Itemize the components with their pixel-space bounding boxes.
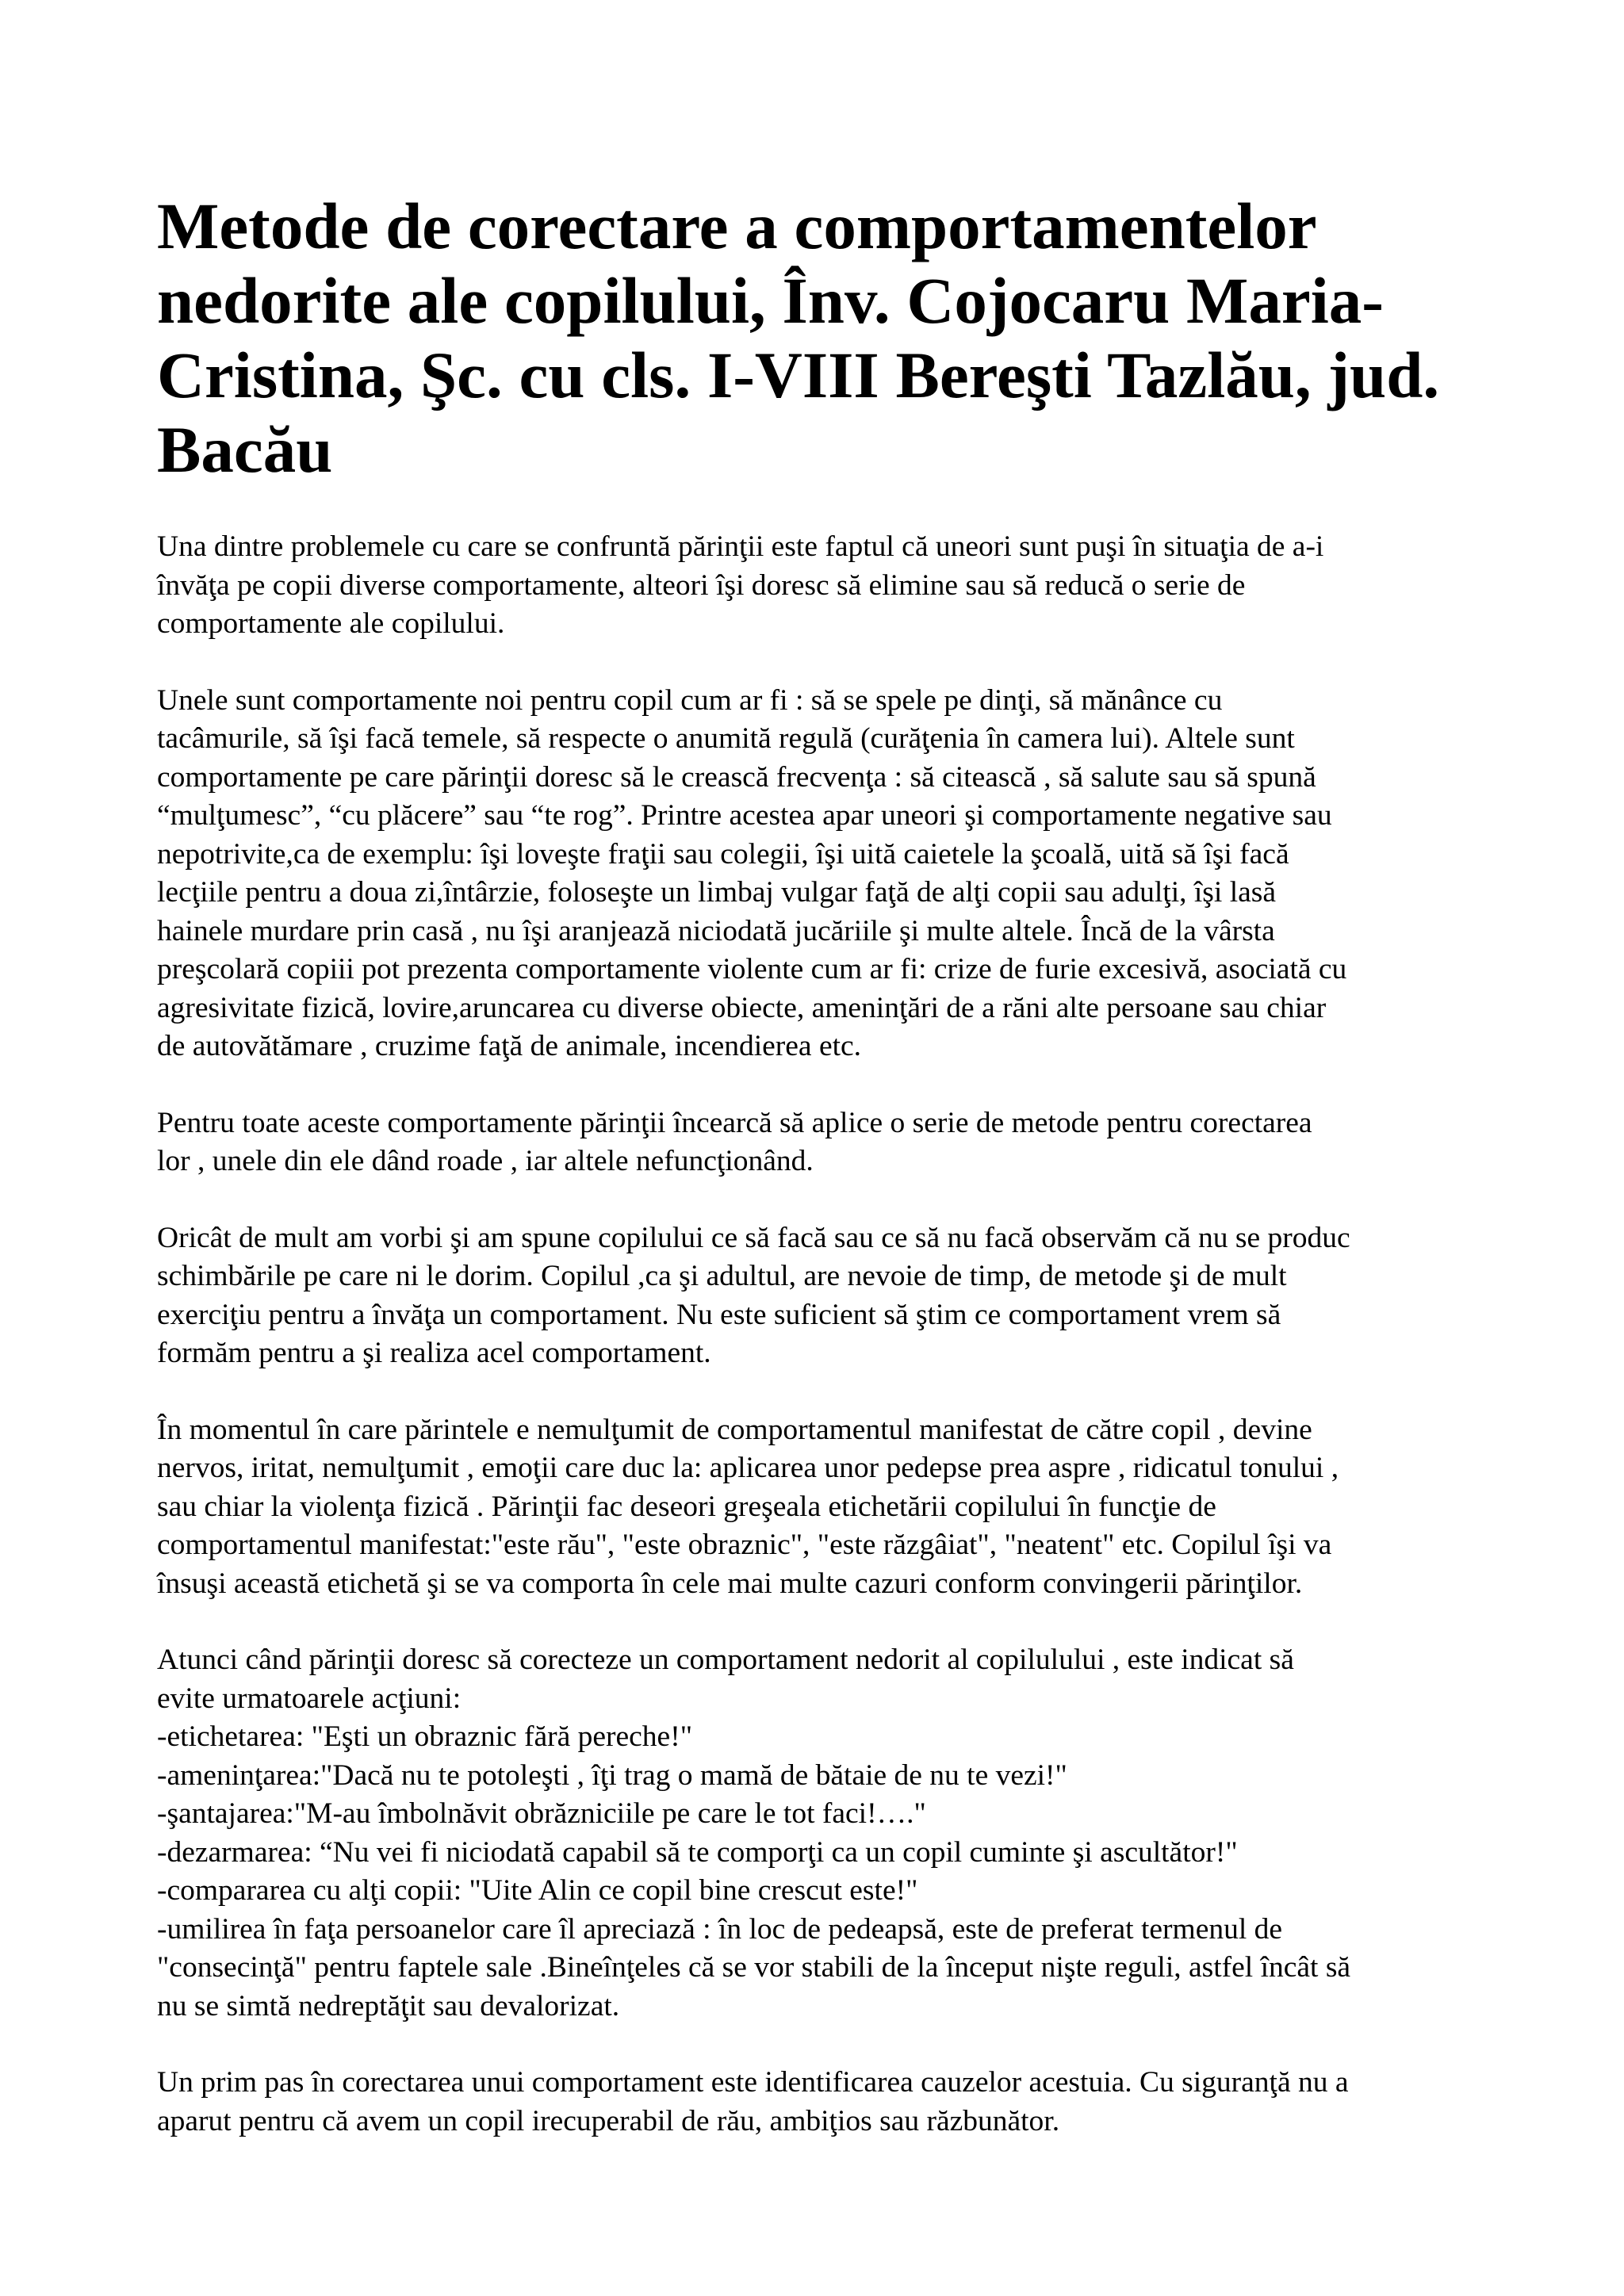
text-line: tacâmurile, să îşi facă temele, să respecte o anumită regulă (curăţenia în camera lui). Altele sunt bbox=[157, 722, 1295, 755]
document-body bbox=[157, 528, 1489, 2179]
text-line: hainele murdare prin casă , nu îşi aranjează niciodată jucăriile şi multe altele. Încă de la vârsta bbox=[157, 914, 1275, 947]
title-line: Metode de corectare a comportamentelor bbox=[157, 189, 1317, 262]
text-line: aparut pentru că avem un copil irecuperabil de rău, ambiţios sau răzbunător. bbox=[157, 2104, 1060, 2137]
title-line: nedorite ale copilului, Înv. Cojocaru Maria- bbox=[157, 264, 1384, 337]
paragraph bbox=[157, 2064, 1489, 2141]
text-line: În momentul în care părintele e nemulţumit de comportamentul manifestat de către copil , devine bbox=[157, 1413, 1312, 1446]
text-line: comportamente pe care părinţii doresc să le crească frecvenţa : să citească , să salute sau să spună bbox=[157, 760, 1316, 794]
text-line: Pentru toate aceste comportamente părinţii încearcă să aplice o serie de metode pentru corectarea bbox=[157, 1106, 1312, 1139]
text-line: nu se simtă nedreptăţit sau devalorizat. bbox=[157, 1989, 620, 2022]
text-line: -umilirea în faţa persoanelor care îl apreciază : în loc de pedeapsă, este de preferat termenul de bbox=[157, 1912, 1283, 1946]
text-line: formăm pentru a şi realiza acel comportament. bbox=[157, 1337, 711, 1369]
text-line: Atunci când părinţii doresc să corecteze un comportament nedorit al copilulului , este indicat să bbox=[157, 1644, 1294, 1676]
text-line: lecţiile pentru a doua zi,întârzie, foloseşte un limbaj vulgar faţă de alţi copii sau adulţi, îşi lasă bbox=[157, 876, 1276, 909]
text-line: comportamentul manifestat:"este rău", "este obraznic", "este răzgâiat", "neatent" etc. Copilul îşi va bbox=[157, 1529, 1332, 1561]
text-line: -compararea cu alţi copii: "Uite Alin ce copil bine crescut este!" bbox=[157, 1874, 918, 1907]
text-line: "consecinţă" pentru faptele sale .Bineînţeles că se vor stabili de la început nişte reguli, astfel încât să bbox=[157, 1951, 1351, 1984]
text-line: exerciţiu pentru a învăţa un comportament. Nu este suficient să ştim ce comportament vrem să bbox=[157, 1298, 1281, 1331]
text-line: “mulţumesc”, “cu plăcere” sau “te rog”. Printre acestea apar uneori şi comportamente negative sau bbox=[157, 799, 1332, 832]
text-line: Oricât de mult am vorbi şi am spune copilului ce să facă sau ce să nu facă observăm că nu se produc bbox=[157, 1221, 1350, 1254]
text-line: însuşi această etichetă şi se va comporta în cele mai multe cazuri conform convingerii părinţilor. bbox=[157, 1567, 1303, 1600]
text-line: -etichetarea: "Eşti un obraznic fără pereche!" bbox=[157, 1720, 692, 1753]
text-line: -şantajarea:"M-au îmbolnăvit obrăzniciile pe care le tot faci!…." bbox=[157, 1797, 926, 1830]
paragraph bbox=[157, 1104, 1489, 1181]
text-line: Unele sunt comportamente noi pentru copil cum ar fi : să se spele pe dinţi, să mănânce cu bbox=[157, 683, 1223, 717]
text-line: Una dintre problemele cu care se confruntă părinţii este faptul că uneori sunt puşi în situaţia de a-i bbox=[157, 530, 1324, 563]
paragraph bbox=[157, 1641, 1489, 2026]
text-line: schimbările pe care ni le dorim. Copilul ,ca şi adultul, are nevoie de timp, de metode şi de mult bbox=[157, 1260, 1287, 1292]
text-line: învăţa pe copii diverse comportamente, alteori îşi doresc să elimine sau să reducă o serie de bbox=[157, 568, 1246, 602]
text-line: comportamente ale copilului. bbox=[157, 607, 505, 640]
paragraph bbox=[157, 682, 1489, 1066]
text-line: agresivitate fizică, lovire,aruncarea cu diverse obiecte, ameninţări de a răni alte persoane sau chiar bbox=[157, 991, 1327, 1024]
paragraph bbox=[157, 1411, 1489, 1604]
text-line: Un prim pas în corectarea unui comportament este identificarea cauzelor acestuia. Cu siguranţă nu a bbox=[157, 2066, 1349, 2099]
title-line: Bacău bbox=[157, 413, 333, 486]
text-line: preşcolară copiii pot prezenta comportamente violente cum ar fi: crize de furie excesivă, asociată cu bbox=[157, 953, 1347, 985]
title-line: Cristina, Şc. cu cls. I-VIII Bereşti Tazlău, jud. bbox=[157, 339, 1440, 411]
paragraph bbox=[157, 1219, 1489, 1373]
text-line: nervos, iritat, nemulţumit , emoţii care duc la: aplicarea unor pedepse prea aspre , ridicatul tonului , bbox=[157, 1452, 1339, 1484]
text-line: -dezarmarea: “Nu vei fi niciodată capabil să te comporţi ca un copil cuminte şi ascultător!" bbox=[157, 1835, 1238, 1869]
text-line: lor , unele din ele dând roade , iar altele nefuncţionând. bbox=[157, 1145, 814, 1177]
text-line: nepotrivite,ca de exemplu: îşi loveşte fraţii sau colegii, îşi uită caietele la şcoală, uită să îşi facă bbox=[157, 837, 1289, 871]
text-line: de autovătămare , cruzime faţă de animale, incendierea etc. bbox=[157, 1030, 862, 1062]
text-line: -ameninţarea:"Dacă nu te potoleşti , îţi trag o mamă de bătaie de nu te vezi!" bbox=[157, 1758, 1067, 1792]
paragraph bbox=[157, 528, 1489, 644]
document-title bbox=[157, 189, 1473, 487]
text-line: evite urmatoarele acţiuni: bbox=[157, 1682, 462, 1715]
text-line: sau chiar la violenţa fizică . Părinţii fac deseori greşeala etichetării copilului în funcţie de bbox=[157, 1490, 1216, 1523]
